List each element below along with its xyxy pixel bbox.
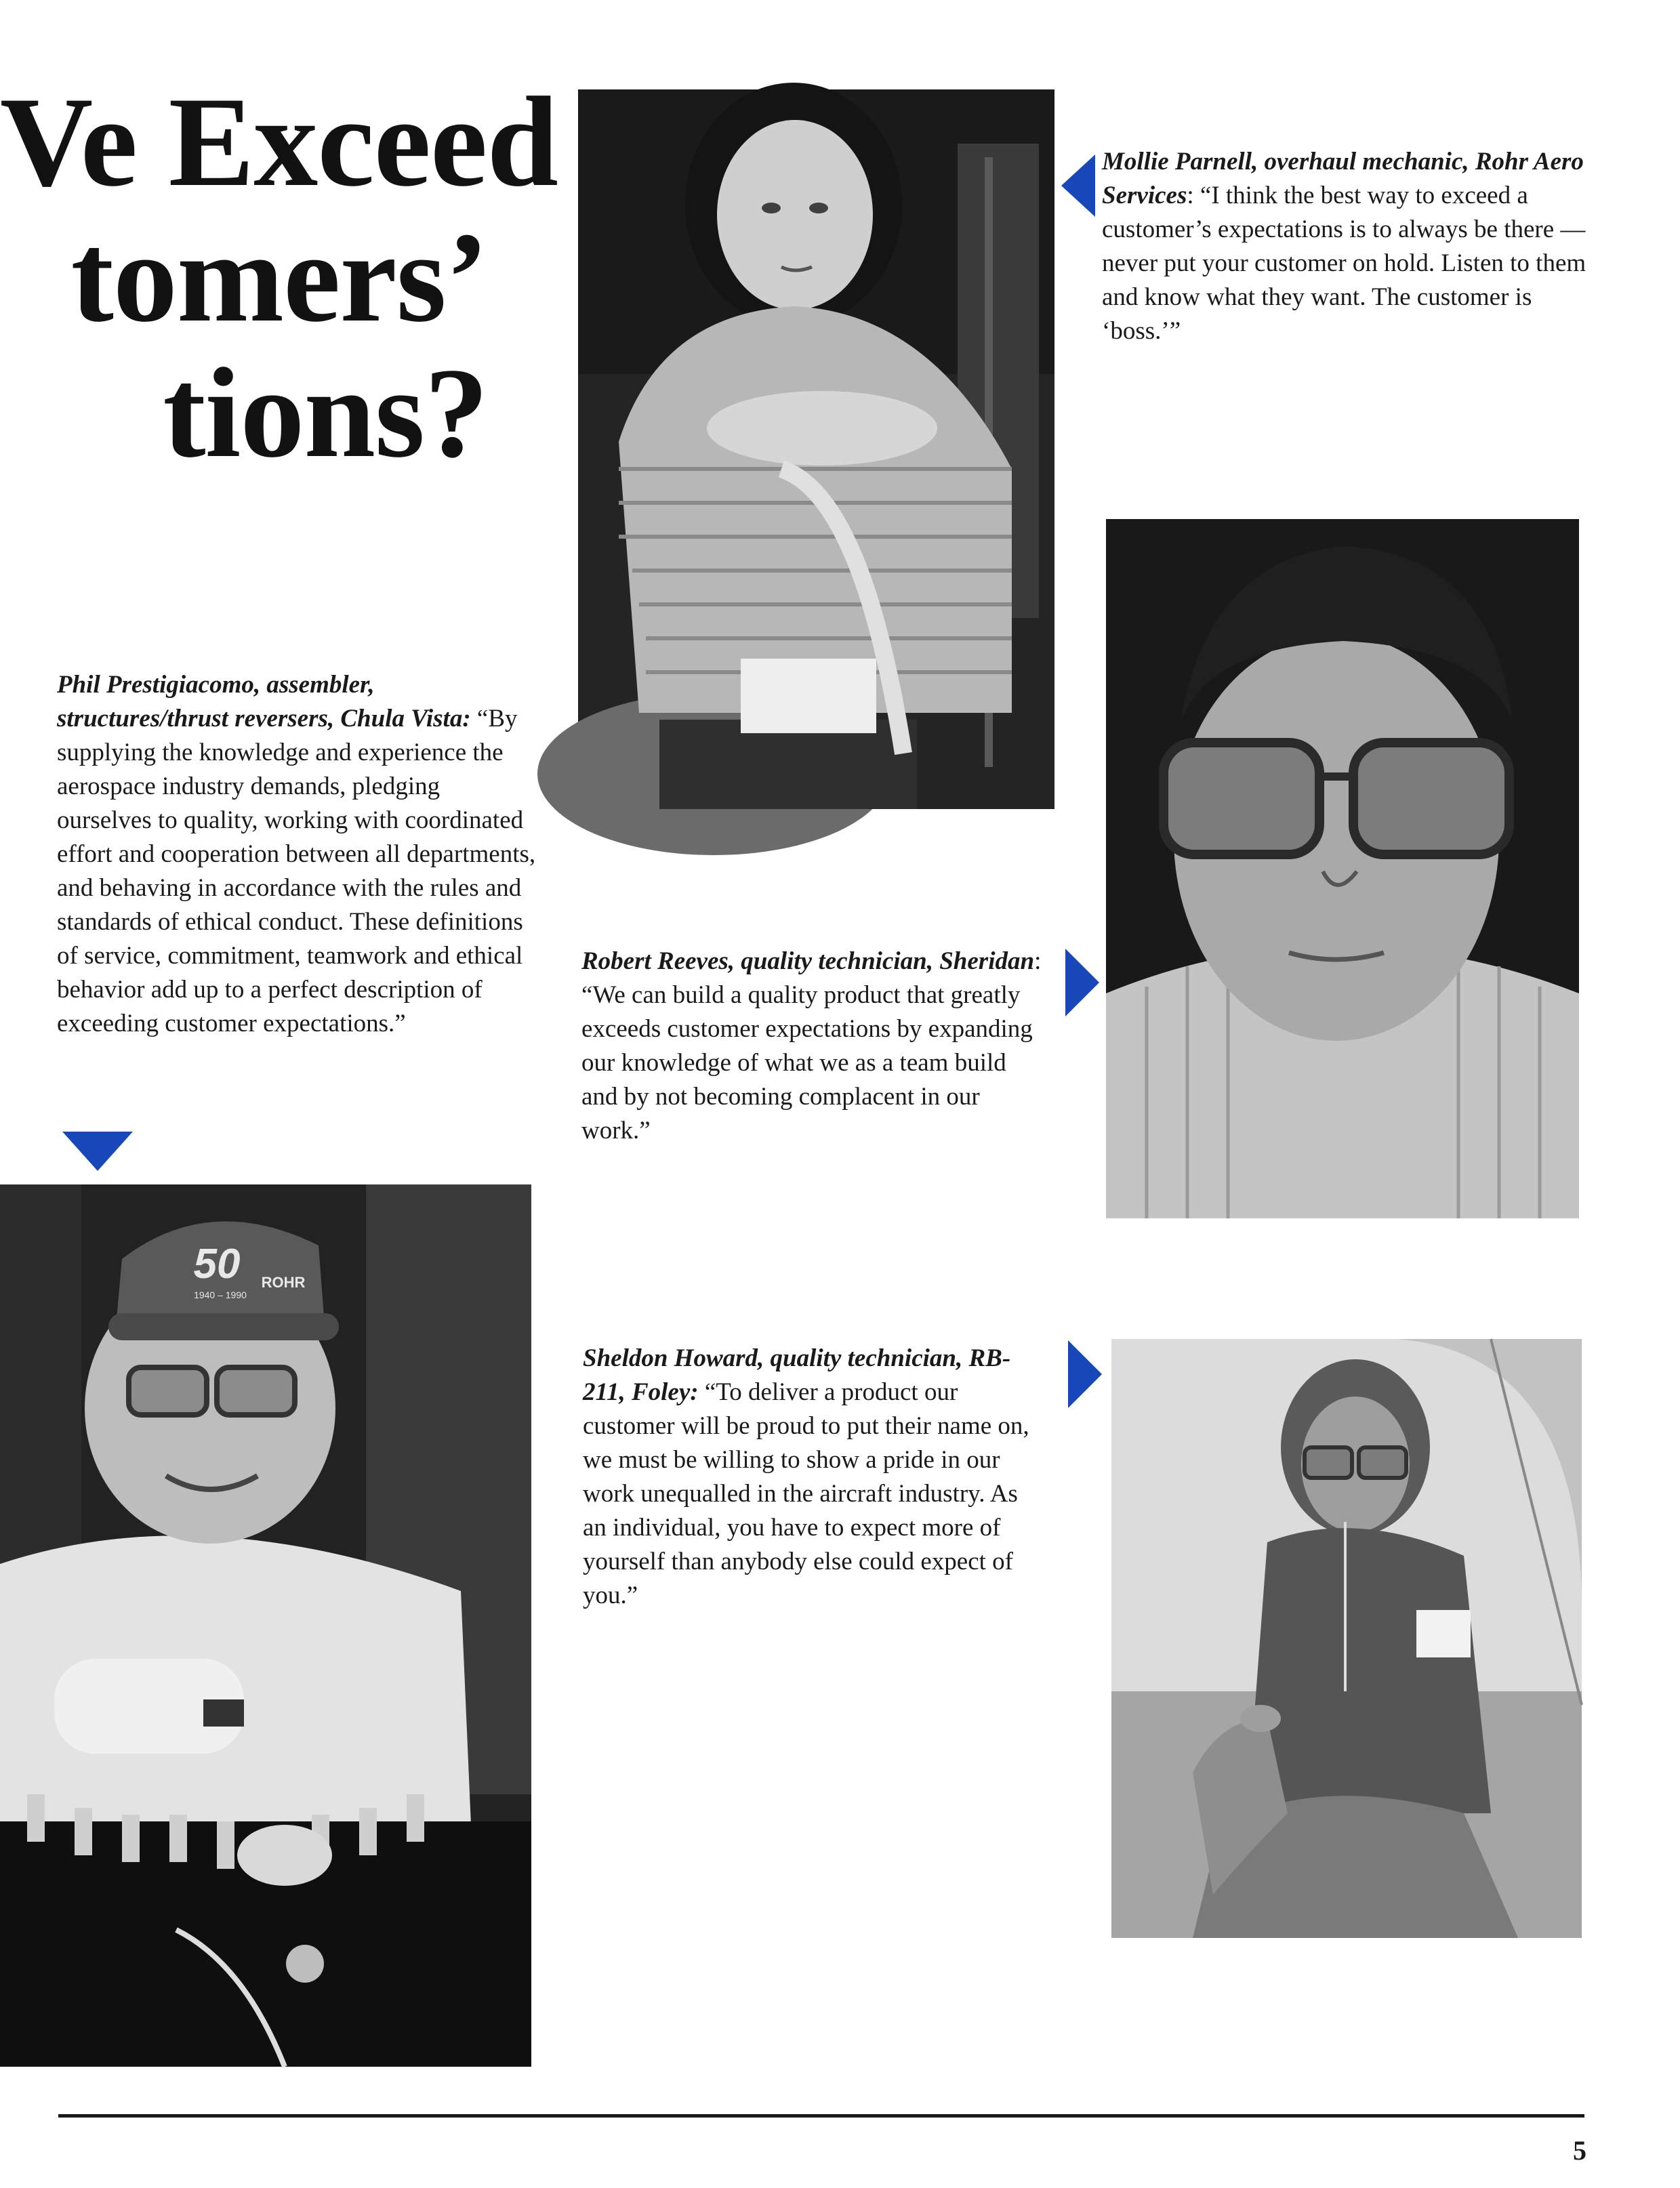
headline-line-3: tions?	[163, 342, 488, 484]
photo-phil-prestigiacomo	[0, 1184, 531, 2067]
quote-text: “To deliver a product our customer will be proud to put their name on, we must be willing to show a pride in our work unequalled in the aircraft industry. As an individual, you have to expect more of yourself than anybody else could expect of you.”	[583, 1378, 1029, 1609]
quote-separator: :	[1187, 182, 1194, 209]
quote-speaker: Robert Reeves, quality technician, Sheridan	[581, 947, 1035, 975]
quote-text: “I think the best way to exceed a customer’s expectations is to always be there — never put your customer on hold. Listen to them and know what they want. The customer is ‘boss.’”	[1102, 182, 1586, 345]
pointer-arrow-right	[1065, 949, 1099, 1016]
quote-robert-reeves	[581, 945, 1042, 1148]
quote-text: “We can build a quality product that greatly exceeds customer expectations by expanding our knowledge of what we as a team build and by not becoming complacent in our work.”	[581, 981, 1033, 1144]
quote-mollie-parnell	[1102, 145, 1597, 348]
cap-badge-years: 1940 – 1990	[194, 1289, 247, 1300]
page-headline	[0, 71, 558, 484]
page-number: 5	[1573, 2135, 1586, 2166]
photo-sheldon-howard	[1111, 1339, 1582, 1938]
pointer-arrow-down	[62, 1132, 133, 1171]
photo-mollie-parnell	[578, 89, 1054, 809]
quote-speaker: Phil Prestigiacomo, assembler, structures/thrust reversers, Chula Vista:	[57, 671, 471, 732]
pointer-arrow-right	[1068, 1340, 1102, 1408]
quote-sheldon-howard	[583, 1342, 1037, 1613]
quote-phil-prestigiacomo	[57, 668, 538, 1041]
photo-robert-reeves	[1106, 519, 1579, 1218]
pointer-arrow-left	[1061, 154, 1095, 217]
footer-rule	[58, 2114, 1584, 2118]
quote-text: “By supplying the knowledge and experience the aerospace industry demands, pledging ourselves to quality, working with coordinated effort and cooperation between all departments, and behaving in accordance with the rules and standards of ethical conduct. These definitions of service, commitment, teamwork and ethical behavior add up to a perfect description of exceeding customer expectations.”	[57, 705, 536, 1037]
quote-speaker: Sheldon Howard, quality technician, RB-211, Foley:	[583, 1344, 1011, 1406]
headline-line-2: tomers’	[70, 207, 488, 349]
cap-badge-brand: ROHR	[261, 1274, 306, 1291]
quote-separator: :	[1034, 947, 1042, 975]
headline-line-1: Ve Exceed	[0, 71, 558, 213]
quote-speaker: Mollie Parnell, overhaul mechanic, Rohr Aero Services	[1102, 148, 1584, 209]
cap-badge-number: 50	[193, 1241, 241, 1287]
